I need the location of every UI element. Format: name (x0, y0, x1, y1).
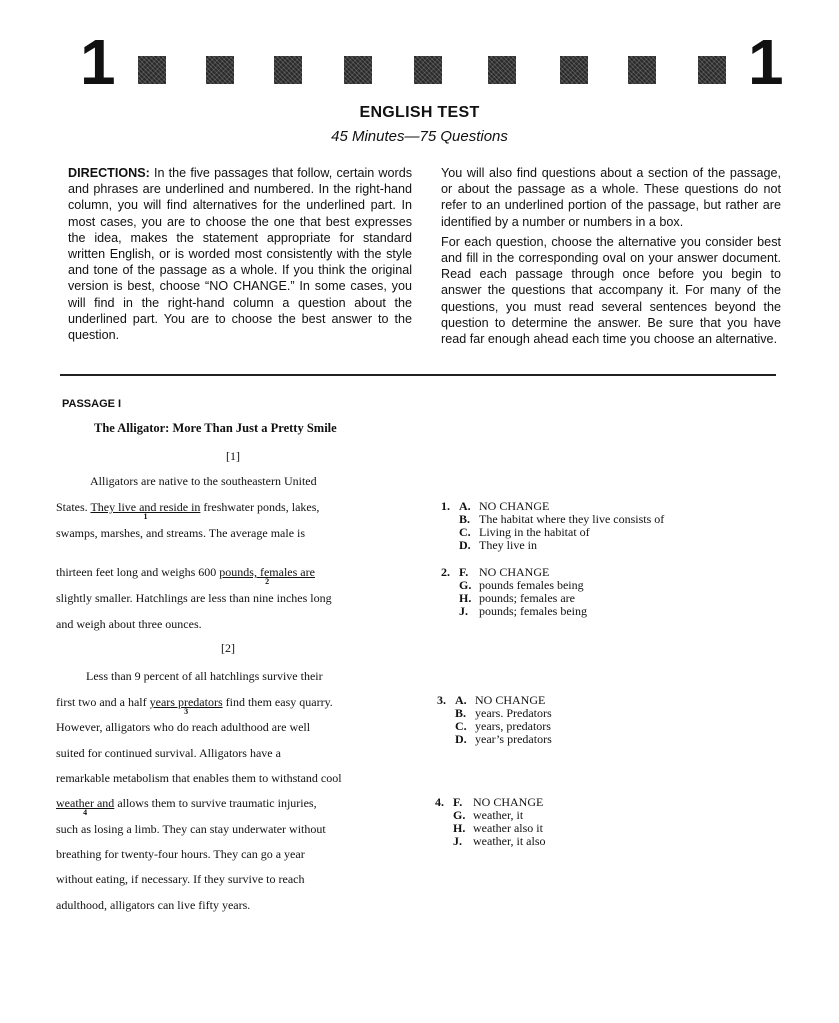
question-1: 1. A. NO CHANGE B. The habitat where they live consists of C. Living in the habitat of D. They live in (441, 499, 665, 552)
passage-line: Less than 9 percent of all hatchlings survive their (86, 669, 323, 683)
passage-line: suited for continued survival. Alligators have a (56, 746, 281, 760)
section-number-left: 1 (80, 26, 116, 98)
divider-rule (60, 374, 776, 376)
question-marker-2: 2 (265, 577, 270, 586)
passage-line: such as losing a limb. They can stay underwater without (56, 822, 326, 836)
header-square (344, 56, 372, 84)
underlined-part-1: They live and reside in 1 (90, 500, 201, 521)
header-square (138, 56, 166, 84)
underlined-part-4: weather and 4 (56, 796, 115, 817)
directions-label: DIRECTIONS: (68, 166, 150, 180)
passage-line: Alligators are native to the southeastern United (90, 474, 317, 488)
header-square (414, 56, 442, 84)
passage-line: without eating, if necessary. If they survive to reach (56, 872, 305, 886)
passage-line: slightly smaller. Hatchlings are less than nine inches long (56, 591, 332, 605)
directions-right-p2: For each question, choose the alternative you consider best and fill in the corresponding oval on your answer document. Read each passage through once before you begin to answer the questions that accompany it. For many of the questions, you must read several sentences beyond the question to determine the answer. Be sure that you have read far enough ahead each time you choose an alternative. (441, 234, 781, 347)
header-square (628, 56, 656, 84)
question-number: 1. (441, 499, 450, 513)
question-3: 3. A. NO CHANGE B. years. Predators C. years, predators D. year’s predators (437, 693, 552, 746)
passage-line: first two and a half years predators 3 find them easy quarry. (56, 695, 333, 716)
underlined-part-3: years predators 3 (149, 695, 223, 716)
paragraph-number-2: [2] (221, 641, 235, 655)
passage-line: However, alligators who do reach adulthood are well (56, 720, 311, 734)
directions-right-p1: You will also find questions about a section of the passage, or about the passage as a whole. These questions do not refer to an underlined portion of the passage, but rather are identified by a number or numbers in a box. (441, 166, 781, 229)
passage-line: weather and 4 allows them to survive traumatic injuries, (56, 796, 317, 817)
passage-line: swamps, marshes, and streams. The average male is (56, 526, 306, 540)
passage-line: breathing for twenty-four hours. They can go a year (56, 847, 305, 861)
directions-left-text: In the five passages that follow, certain words and phrases are underlined and numbered. In the right-hand column, you will find alternatives for the underlined part. In most cases, you are to choose the one that best expresses the idea, makes the statement appropriate for standard written English, or is worded most consistently with the style and tone of the passage as a whole. If you think the original version is best, choose “NO CHANGE.” In some cases, you will find in the right-hand column a question about the underlined part. You are to choose the best answer to the question. (68, 166, 412, 343)
question-2: 2. F. NO CHANGE G. pounds females being H. pounds; females are J. pounds; females being (441, 565, 587, 618)
header-square (206, 56, 234, 84)
passage-line: remarkable metabolism that enables them to withstand cool (56, 771, 342, 785)
test-subtitle: 45 Minutes—75 Questions (331, 128, 508, 145)
question-number: 2. (441, 565, 450, 579)
test-title: ENGLISH TEST (359, 104, 480, 121)
paragraph-number-1: [1] (226, 449, 240, 463)
passage-title: The Alligator: More Than Just a Pretty Smile (94, 421, 337, 435)
passage-line: thirteen feet long and weighs 600 pounds, females are 2 (56, 565, 315, 586)
section-number-right: 1 (748, 26, 784, 98)
directions-right (441, 165, 781, 351)
passage-line: States. They live and reside in 1 freshwater ponds, lakes, (56, 500, 320, 521)
question-4: 4. F. NO CHANGE G. weather, it H. weather also it J. weather, it also (435, 795, 546, 848)
header-square (274, 56, 302, 84)
question-marker-4: 4 (83, 808, 88, 817)
header-square (488, 56, 516, 84)
question-number: 4. (435, 795, 444, 809)
underlined-part-2: pounds, females are 2 (219, 565, 315, 586)
question-marker-3: 3 (184, 707, 189, 716)
directions-left (68, 165, 412, 347)
passage-label: PASSAGE I (62, 398, 122, 410)
question-number: 3. (437, 693, 446, 707)
header-square (698, 56, 726, 84)
question-marker-1: 1 (143, 512, 148, 521)
passage-line: adulthood, alligators can live fifty years. (56, 898, 251, 912)
passage-line: and weigh about three ounces. (56, 617, 202, 631)
header-square (560, 56, 588, 84)
